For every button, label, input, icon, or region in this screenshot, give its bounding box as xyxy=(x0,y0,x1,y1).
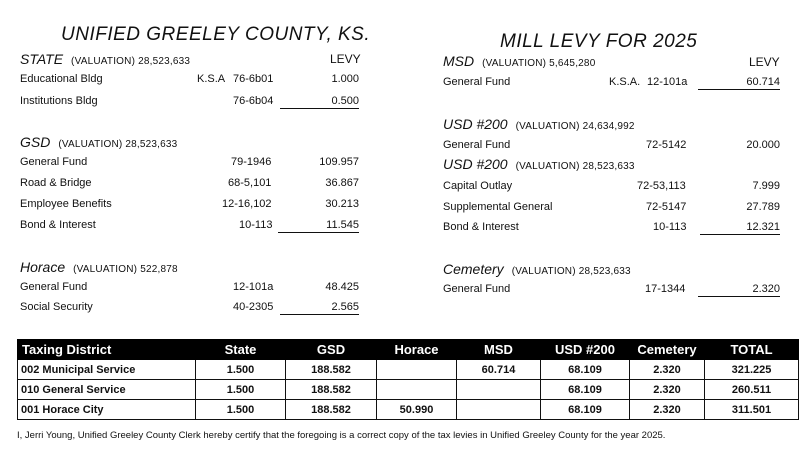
usd-name: USD #200 xyxy=(443,156,508,172)
state-row-levy: 1.000 xyxy=(331,73,359,85)
state-row-label: Educational Bldg xyxy=(20,73,103,85)
usd-row-label: Supplemental General xyxy=(443,201,553,213)
usd-row-levy: 27.789 xyxy=(746,201,780,213)
gsd-row-code: 12-16,102 xyxy=(222,198,272,210)
state-row-code: 76-6b04 xyxy=(233,95,274,107)
gsd-section-header xyxy=(20,134,177,150)
cemetery-section-header xyxy=(443,261,631,277)
horace-row-label: General Fund xyxy=(20,281,88,293)
horace-row-code: 12-101a xyxy=(233,281,274,293)
table-cell: 68.109 xyxy=(541,360,630,380)
table-cell: 2.320 xyxy=(630,400,705,420)
usd-row-levy: 12.321 xyxy=(700,221,780,235)
table-cell: 1.500 xyxy=(196,400,286,420)
horace-row-label: Social Security xyxy=(20,301,93,313)
column-header: GSD xyxy=(286,340,377,360)
table-cell: 260.511 xyxy=(705,380,799,400)
table-cell: 311.501 xyxy=(705,400,799,420)
msd-row-ksa: K.S.A. xyxy=(609,76,641,88)
column-header: TOTAL xyxy=(705,340,799,360)
gsd-row-label: Road & Bridge xyxy=(20,177,92,189)
usd-valuation: (VALUATION) 24,634,992 xyxy=(515,121,635,132)
state-valuation: (VALUATION) 28,523,633 xyxy=(71,56,191,67)
column-header: State xyxy=(196,340,286,360)
table-cell: 1.500 xyxy=(196,380,286,400)
msd-name: MSD xyxy=(443,53,475,69)
state-row-levy: 0.500 xyxy=(280,95,359,109)
table-cell: 68.109 xyxy=(541,400,630,420)
table-cell: 002 Municipal Service xyxy=(18,360,196,380)
table-cell: 68.109 xyxy=(541,380,630,400)
horace-row-levy: 48.425 xyxy=(325,281,359,293)
table-row xyxy=(18,360,799,380)
table-cell xyxy=(457,400,541,420)
table-cell: 001 Horace City xyxy=(18,400,196,420)
state-name: STATE xyxy=(20,51,64,67)
summary-table xyxy=(17,339,799,420)
usd-row-label: Capital Outlay xyxy=(443,180,513,192)
page-subtitle: MILL LEVY FOR 2025 xyxy=(500,31,698,52)
table-cell: 50.990 xyxy=(377,400,457,420)
cemetery-row-code: 17-1344 xyxy=(645,283,686,295)
cemetery-name: Cemetery xyxy=(443,261,504,277)
usd-row-code: 72-53,113 xyxy=(637,180,686,192)
page-title: UNIFIED GREELEY COUNTY, KS. xyxy=(61,24,371,45)
usd-name: USD #200 xyxy=(443,116,508,132)
usd-section-header xyxy=(443,116,635,132)
gsd-row-label: General Fund xyxy=(20,156,88,168)
table-cell: 1.500 xyxy=(196,360,286,380)
msd-valuation: (VALUATION) 5,645,280 xyxy=(482,58,596,69)
msd-row-label: General Fund xyxy=(443,76,511,88)
column-header: MSD xyxy=(457,340,541,360)
gsd-row-code: 79-1946 xyxy=(231,156,272,168)
table-cell: 60.714 xyxy=(457,360,541,380)
state-row-code: 76-6b01 xyxy=(233,73,274,85)
table-cell: 2.320 xyxy=(630,380,705,400)
cemetery-row-levy: 2.320 xyxy=(698,283,780,297)
table-cell: 188.582 xyxy=(286,360,377,380)
horace-section-header xyxy=(20,259,178,275)
table-cell xyxy=(377,360,457,380)
column-header: Cemetery xyxy=(630,340,705,360)
usd-row-label: General Fund xyxy=(443,139,511,151)
state-row-label: Institutions Bldg xyxy=(20,95,98,107)
table-cell: 2.320 xyxy=(630,360,705,380)
levy-column-header: LEVY xyxy=(330,52,361,66)
gsd-valuation: (VALUATION) 28,523,633 xyxy=(58,139,178,150)
table-cell: 188.582 xyxy=(286,380,377,400)
horace-valuation: (VALUATION) 522,878 xyxy=(73,264,178,275)
table-cell xyxy=(377,380,457,400)
gsd-row-levy: 11.545 xyxy=(278,219,359,233)
gsd-row-levy: 30.213 xyxy=(325,198,359,210)
usd-valuation: (VALUATION) 28,523,633 xyxy=(515,161,635,172)
state-row-ksa: K.S.A xyxy=(197,73,226,85)
table-cell: 188.582 xyxy=(286,400,377,420)
usd-row-label: Bond & Interest xyxy=(443,221,519,233)
state-section-header xyxy=(20,51,190,67)
msd-row-levy: 60.714 xyxy=(698,76,780,90)
usd-row-code: 10-113 xyxy=(653,221,687,233)
table-row xyxy=(18,400,799,420)
gsd-row-levy: 109.957 xyxy=(319,156,359,168)
table-cell: 321.225 xyxy=(705,360,799,380)
msd-row-code: 12-101a xyxy=(647,76,688,88)
gsd-row-levy: 36.867 xyxy=(325,177,359,189)
cemetery-valuation: (VALUATION) 28,523,633 xyxy=(511,266,631,277)
usd-row-levy: 7.999 xyxy=(752,180,780,192)
table-row xyxy=(18,380,799,400)
horace-name: Horace xyxy=(20,259,66,275)
usd-section-header xyxy=(443,156,635,172)
certification-text: I, Jerri Young, Unified Greeley County Clerk hereby certify that the foregoing is a correct copy of the tax levies in Unified Greeley County for the year 2025. xyxy=(17,430,666,441)
gsd-row-label: Bond & Interest xyxy=(20,219,96,231)
usd-row-code: 72-5147 xyxy=(646,201,687,213)
usd-row-code: 72-5142 xyxy=(646,139,687,151)
horace-row-levy: 2.565 xyxy=(280,301,359,315)
column-header: Taxing District xyxy=(18,340,196,360)
gsd-row-code: 68-5,101 xyxy=(228,177,272,189)
levy-column-header: LEVY xyxy=(749,55,780,69)
column-header: USD #200 xyxy=(541,340,630,360)
msd-section-header xyxy=(443,53,595,69)
gsd-row-code: 10-113 xyxy=(239,219,273,231)
summary-header-row xyxy=(18,340,799,360)
gsd-name: GSD xyxy=(20,134,51,150)
column-header: Horace xyxy=(377,340,457,360)
cemetery-row-label: General Fund xyxy=(443,283,511,295)
table-cell xyxy=(457,380,541,400)
table-cell: 010 General Service xyxy=(18,380,196,400)
usd-row-levy: 20.000 xyxy=(746,139,780,151)
horace-row-code: 40-2305 xyxy=(233,301,274,313)
gsd-row-label: Employee Benefits xyxy=(20,198,112,210)
